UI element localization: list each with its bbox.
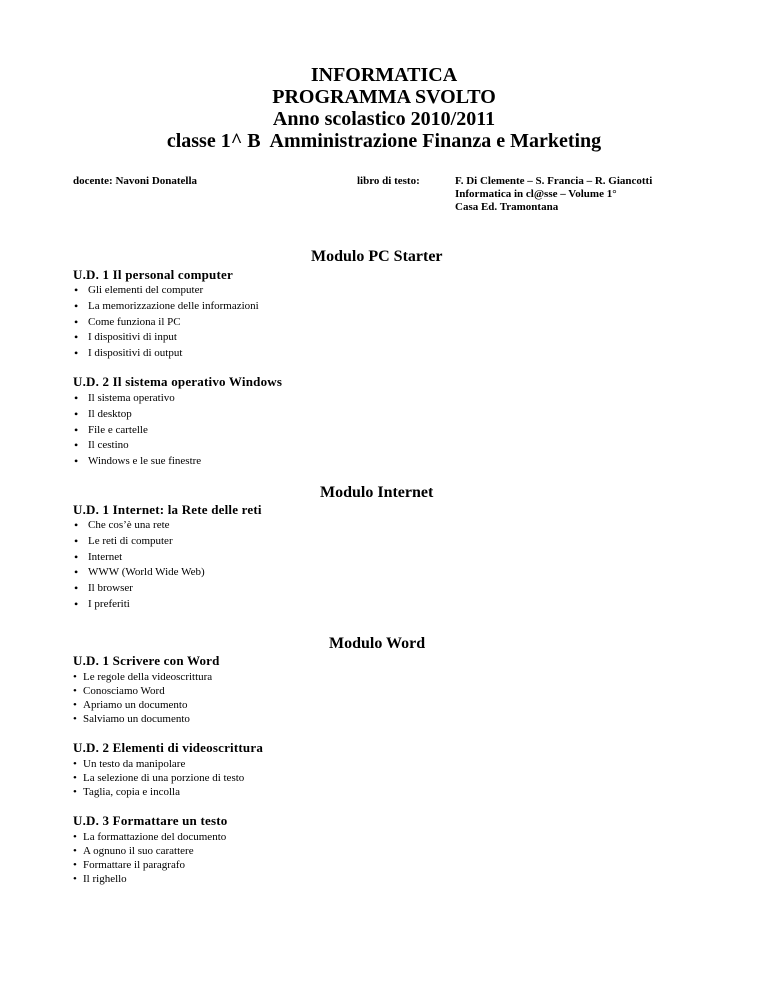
program-title: PROGRAMMA SVOLTO — [272, 86, 496, 108]
unit-heading-videoscrittura: U.D. 2 Elementi di videoscrittura — [73, 740, 264, 755]
textbook-authors: F. Di Clemente – S. Francia – R. Giancotti — [455, 175, 653, 187]
topic-item: • Le reti di computer — [73, 534, 205, 550]
topic-item: • WWW (World Wide Web) — [73, 565, 205, 581]
unit-topics-windows — [73, 391, 201, 470]
unit-heading-scrivere: U.D. 1 Scrivere con Word — [73, 653, 220, 668]
topic-item: • Le regole della videoscrittura — [73, 670, 212, 684]
topic-item: • Internet — [73, 550, 205, 566]
topic-item: • Taglia, copia e incolla — [73, 785, 244, 799]
topic-item: • Il righello — [73, 872, 226, 886]
unit-topics-scrivere — [73, 670, 212, 726]
topic-item: • Windows e le sue finestre — [73, 454, 201, 470]
topic-item: • Un testo da manipolare — [73, 757, 244, 771]
unit-heading-formattare: U.D. 3 Formattare un testo — [73, 813, 228, 828]
topic-item: • Il desktop — [73, 407, 201, 423]
topic-item: • Il cestino — [73, 438, 201, 454]
unit-heading-internet: U.D. 1 Internet: la Rete delle reti — [73, 502, 262, 517]
unit-heading-personal-computer: U.D. 1 Il personal computer — [73, 267, 233, 282]
topic-item: • I dispositivi di output — [73, 346, 259, 362]
module-heading-pc-starter: Modulo PC Starter — [311, 248, 443, 265]
topic-item: • A ognuno il suo carattere — [73, 844, 226, 858]
topic-item: • Il browser — [73, 581, 205, 597]
topic-item: • I dispositivi di input — [73, 330, 259, 346]
textbook-title: Informatica in cl@sse – Volume 1° — [455, 188, 617, 200]
school-year: Anno scolastico 2010/2011 — [272, 108, 496, 130]
topic-item: • La selezione di una porzione di testo — [73, 771, 244, 785]
module-heading-word: Modulo Word — [329, 635, 426, 652]
document-title-block — [0, 64, 768, 152]
textbook-publisher: Casa Ed. Tramontana — [455, 201, 559, 213]
unit-topics-personal-computer — [73, 283, 259, 362]
topic-item: • Gli elementi del computer — [73, 283, 259, 299]
unit-topics-internet — [73, 518, 205, 613]
module-heading-internet: Modulo Internet — [320, 484, 434, 501]
topic-item: • La memorizzazione delle informazioni — [73, 299, 259, 315]
topic-item: • File e cartelle — [73, 423, 201, 439]
textbook-info — [357, 175, 652, 214]
topic-item: • La formattazione del documento — [73, 830, 226, 844]
subject-title: INFORMATICA — [310, 64, 458, 86]
textbook-label: libro di testo: — [357, 175, 420, 187]
unit-topics-formattare — [73, 830, 226, 886]
class-line: classe 1^ B Amministrazione Finanza e Marketing — [166, 130, 602, 152]
unit-topics-videoscrittura — [73, 757, 244, 799]
topic-item: • Come funziona il PC — [73, 315, 259, 331]
teacher-name: docente: Navoni Donatella — [73, 175, 198, 187]
topic-item: • Formattare il paragrafo — [73, 858, 226, 872]
topic-item: • Salviamo un documento — [73, 712, 212, 726]
topic-item: • Conosciamo Word — [73, 684, 212, 698]
topic-item: • Apriamo un documento — [73, 698, 212, 712]
topic-item: • I preferiti — [73, 597, 205, 613]
topic-item: • Il sistema operativo — [73, 391, 201, 407]
topic-item: • Che cos’è una rete — [73, 518, 205, 534]
unit-heading-windows: U.D. 2 Il sistema operativo Windows — [73, 374, 283, 389]
